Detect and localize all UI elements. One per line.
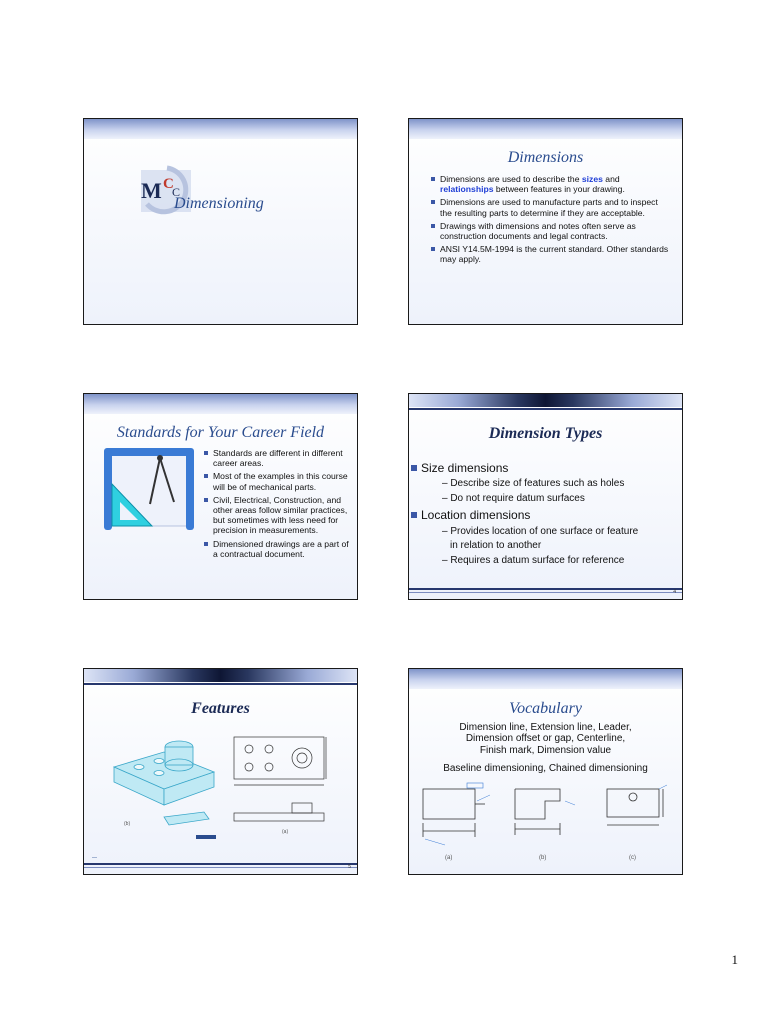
diagram-label-c: (c): [629, 855, 636, 861]
slide-header-band: [84, 669, 357, 682]
features-drawing: [104, 727, 344, 847]
bullet-item: Drawings with dimensions and notes often serve as construction documents and legal contracts.: [429, 221, 669, 241]
slide-title: Features: [191, 700, 250, 717]
sub-bullet: – Requires a datum surface for reference: [442, 555, 625, 566]
slide-header-bar: [84, 394, 357, 414]
vocab-line-2: Dimension offset or gap, Centerline,: [465, 733, 626, 744]
bullet-text: between features in your drawing.: [493, 184, 625, 195]
bullet-item: ANSI Y14.5M-1994 is the current standard. Other standards may apply.: [429, 244, 669, 264]
footer-rule: [84, 863, 357, 865]
slide-features: [83, 668, 358, 875]
svg-text:C: C: [172, 185, 181, 199]
slide-dimensioning-title: [83, 118, 358, 325]
drawing-label-a: (a): [282, 829, 289, 835]
vocabulary-diagrams: [415, 781, 677, 866]
bullet-item: Standards are different in different career areas.: [202, 448, 352, 468]
bullet-location-dimensions: Location dimensions: [421, 508, 531, 522]
svg-text:M: M: [141, 178, 162, 203]
slide-vocabulary: [408, 668, 683, 875]
bullet-item: Civil, Electrical, Construction, and other areas follow similar practices, but sometimes with less need for precision in measurements.: [202, 495, 352, 536]
publisher-logo: [196, 835, 216, 839]
bullet-text: and: [602, 174, 620, 184]
slide-number: 4: [673, 589, 676, 595]
slide-title: Vocabulary: [509, 700, 582, 717]
vocab-line-1: Dimension line, Extension line, Leader,: [459, 722, 632, 733]
footer-mark: —: [92, 855, 97, 861]
header-rule: [409, 408, 682, 410]
slide-header-band: [409, 394, 682, 407]
slide-title: Standards for Your Career Field: [116, 424, 325, 441]
highlight-relationships: relationships: [440, 184, 494, 195]
slide-title: Dimension Types: [488, 425, 603, 442]
svg-text:C: C: [163, 176, 174, 192]
sub-bullet-continued: in relation to another: [450, 540, 542, 551]
diagram-label-a: (a): [445, 855, 453, 861]
bullet-text: Dimensions are used to describe the: [440, 174, 582, 184]
slide-header-bar: [409, 669, 682, 689]
footer-rule-thin: [84, 867, 357, 868]
slide-title: Dimensioning: [174, 195, 264, 212]
bullet-item: [429, 174, 669, 194]
slide-dimensions: [408, 118, 683, 325]
bullet-list: [429, 174, 669, 268]
sub-bullet: – Do not require datum surfaces: [442, 493, 585, 504]
slide-number: 5: [348, 864, 351, 870]
highlight-sizes: sizes: [581, 174, 603, 184]
sub-bullet: – Provides location of one surface or feature: [442, 526, 639, 537]
bullet-item: Dimensions are used to manufacture parts and to inspect the resulting parts to determine if they are acceptable.: [429, 197, 669, 217]
bullet-size-dimensions: Size dimensions: [421, 461, 509, 475]
bullet-list: [202, 448, 352, 562]
footer-rule-thin: [409, 592, 682, 593]
slide-title: Dimensions: [507, 149, 584, 166]
drawing-label-b: (b): [124, 821, 131, 827]
diagram-label-b: (b): [539, 855, 547, 861]
footer-rule: [409, 588, 682, 590]
sub-bullet: – Describe size of features such as holes: [442, 478, 625, 489]
bullet-item: Dimensioned drawings are a part of a contractual document.: [202, 539, 352, 559]
slide-standards: [83, 393, 358, 600]
drafting-tools-image: [98, 444, 198, 536]
vocab-line-4: Baseline dimensioning, Chained dimensioning: [443, 763, 648, 774]
slide-dimension-types: [408, 393, 683, 600]
slide-header-bar: [84, 119, 357, 139]
vocab-line-3: Finish mark, Dimension value: [479, 745, 612, 756]
bullet-item: Most of the examples in this course will be of mechanical parts.: [202, 471, 352, 491]
page-number: 1: [731, 952, 738, 967]
slide-header-bar: [409, 119, 682, 139]
header-rule: [84, 683, 357, 685]
